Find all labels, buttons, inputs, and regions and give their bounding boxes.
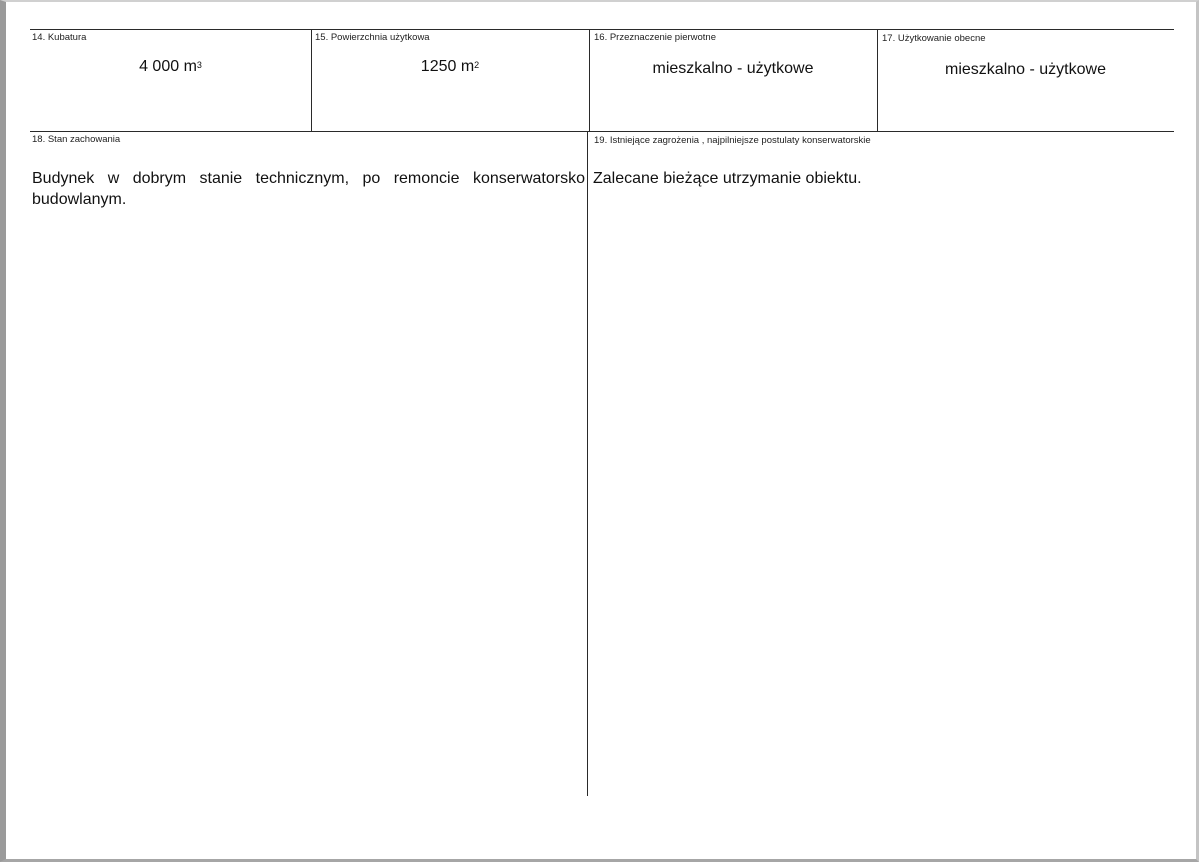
field-uzytkowanie-label: 17. Użytkowanie obecne [882,33,986,44]
kubatura-exponent: 3 [196,60,202,70]
field-stan-text: Budynek w dobrym stanie technicznym, po remoncie konserwatorsko budowlanym. [32,170,585,208]
field-zagrozenia-text: Zalecane bieżące utrzymanie obiektu. [593,170,862,187]
row2-top-rule [30,131,1174,132]
field-zagrozenia-label: 19. Istniejące zagrożenia , najpilniejsze postulaty konserwatorskie [594,135,871,146]
field-powierzchnia-value [311,57,589,77]
powierzchnia-number: 1250 m [420,58,475,75]
row1-divider-1 [311,29,312,132]
row1-divider-3 [877,29,878,132]
field-uzytkowanie-value: mieszkalno - użytkowe [945,61,1106,78]
field-przeznaczenie-label: 16. Przeznaczenie pierwotne [594,32,716,43]
field-przeznaczenie-value: mieszkalno - użytkowe [652,60,814,77]
powierzchnia-exponent: 2 [474,60,480,70]
field-powierzchnia-label: 15. Powierzchnia użytkowa [315,32,430,43]
row2-divider [587,131,588,796]
kubatura-number: 4 000 m [139,58,197,75]
field-kubatura-value [30,57,311,77]
row1-divider-2 [589,29,590,132]
field-stan-label: 18. Stan zachowania [32,134,121,145]
field-kubatura-label: 14. Kubatura [32,32,87,43]
row1-top-rule [30,29,1174,30]
